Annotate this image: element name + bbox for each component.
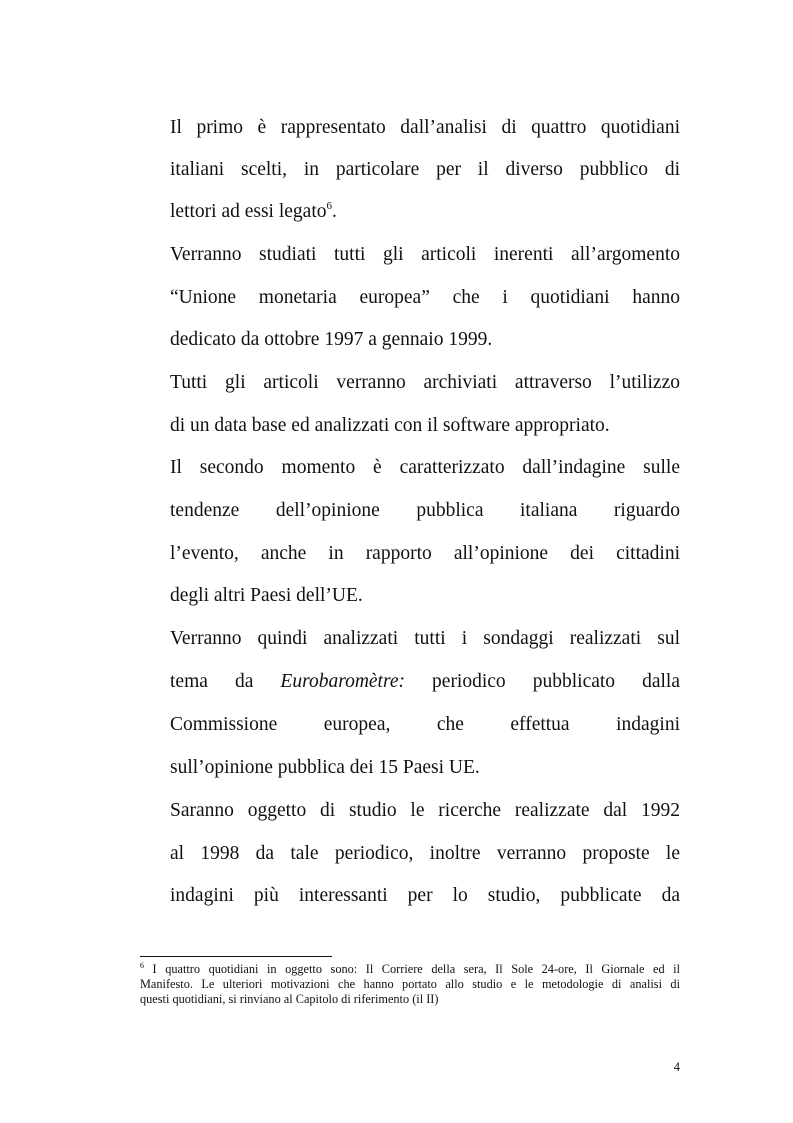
body-line: Verranno studiati tutti gli articoli inerenti all’argomento <box>170 244 680 265</box>
body-line: Saranno oggetto di studio le ricerche realizzate dal 1992 <box>170 800 680 821</box>
body-line: indagini più interessanti per lo studio, pubblicate da <box>170 885 680 906</box>
body-line <box>170 200 680 224</box>
body-line: Verranno quindi analizzati tutti i sondaggi realizzati sul <box>170 628 680 649</box>
body-line: tendenze dell’opinione pubblica italiana riguardo <box>170 500 680 521</box>
body-line: sull’opinione pubblica dei 15 Paesi UE. <box>170 757 480 778</box>
body-text: periodico pubblicato dalla <box>404 671 680 692</box>
body-line: Commissione europea, che effettua indagini <box>170 714 680 735</box>
page-number: 4 <box>673 1060 680 1074</box>
body-text: lettori ad essi legato <box>170 201 327 222</box>
footnote-separator <box>140 956 332 957</box>
body-line: Tutti gli articoli verranno archiviati attraverso l’utilizzo <box>170 372 680 393</box>
footnote-marker: 6 <box>140 961 144 970</box>
body-text: tema da <box>170 671 281 692</box>
body-line <box>170 670 680 694</box>
body-line: l’evento, anche in rapporto all’opinione dei cittadini <box>170 543 680 564</box>
body-line: italiani scelti, in particolare per il diverso pubblico di <box>170 159 680 180</box>
footnote-line: Manifesto. Le ulteriori motivazioni che hanno portato allo studio e le metodologie di analisi di <box>140 977 680 991</box>
body-line: al 1998 da tale periodico, inoltre verranno proposte le <box>170 843 680 864</box>
body-text: . <box>332 201 337 222</box>
footnote-reference[interactable]: 6 <box>326 200 332 212</box>
body-line: degli altri Paesi dell’UE. <box>170 585 363 606</box>
footnote-line: questi quotidiani, si rinviano al Capitolo di riferimento (il II) <box>140 992 439 1006</box>
publication-title: Eurobaromètre: <box>280 671 405 692</box>
body-line: Il secondo momento è caratterizzato dall’indagine sulle <box>170 457 680 478</box>
body-line: “Unione monetaria europea” che i quotidiani hanno <box>170 287 680 308</box>
body-line: dedicato da ottobre 1997 a gennaio 1999. <box>170 329 493 350</box>
footnote-line <box>140 962 680 977</box>
body-line: Il primo è rappresentato dall’analisi di quattro quotidiani <box>170 117 680 138</box>
footnote-text: I quattro quotidiani in oggetto sono: Il Corriere della sera, Il Sole 24-ore, Il Giornale ed il <box>144 962 680 976</box>
body-line: di un data base ed analizzati con il software appropriato. <box>170 415 610 436</box>
